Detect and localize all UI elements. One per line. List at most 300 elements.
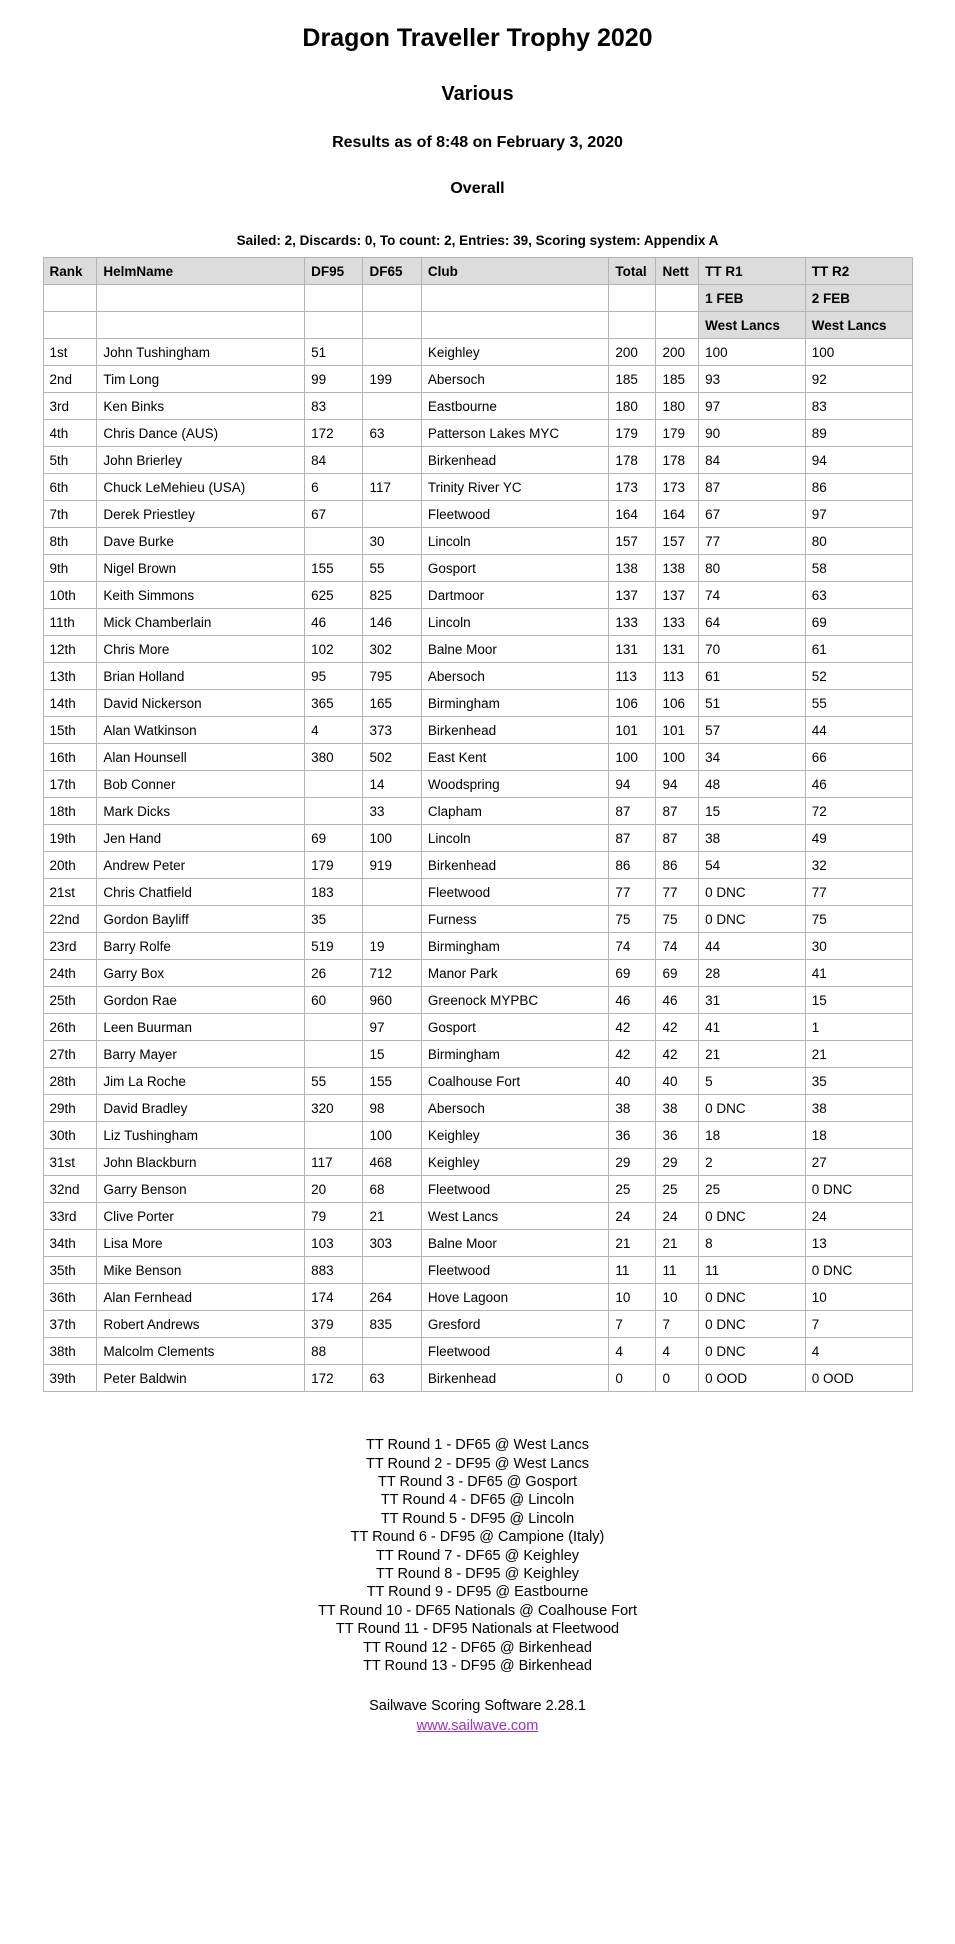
cell-helm: Garry Box	[97, 960, 305, 987]
cell-rank: 36th	[43, 1284, 97, 1311]
cell-total: 87	[609, 825, 656, 852]
cell-r2: 18	[805, 1122, 912, 1149]
cell-rank: 20th	[43, 852, 97, 879]
cell-helm: Barry Mayer	[97, 1041, 305, 1068]
cell-df95: 26	[305, 960, 363, 987]
cell-r1: 5	[699, 1068, 806, 1095]
table-row[interactable]	[43, 1149, 912, 1176]
cell-rank: 10th	[43, 582, 97, 609]
cell-r2: 44	[805, 717, 912, 744]
cell-r1: 67	[699, 501, 806, 528]
table-row[interactable]	[43, 879, 912, 906]
cell-r1: 25	[699, 1176, 806, 1203]
race-venue-row	[43, 312, 912, 339]
spacer-cell	[609, 312, 656, 339]
cell-df95	[305, 1014, 363, 1041]
cell-rank: 6th	[43, 474, 97, 501]
table-row[interactable]	[43, 744, 912, 771]
cell-r1: 51	[699, 690, 806, 717]
table-row[interactable]	[43, 339, 912, 366]
cell-total: 7	[609, 1311, 656, 1338]
cell-df65: 165	[363, 690, 421, 717]
cell-nett: 77	[656, 879, 699, 906]
cell-r1: 0 DNC	[699, 906, 806, 933]
cell-nett: 185	[656, 366, 699, 393]
table-row[interactable]	[43, 1122, 912, 1149]
cell-r1: 2	[699, 1149, 806, 1176]
cell-r1: 44	[699, 933, 806, 960]
cell-nett: 38	[656, 1095, 699, 1122]
table-row[interactable]	[43, 987, 912, 1014]
cell-club: Keighley	[421, 339, 608, 366]
cell-df65: 19	[363, 933, 421, 960]
cell-r2: 27	[805, 1149, 912, 1176]
table-row[interactable]	[43, 1095, 912, 1122]
cell-df95: 88	[305, 1338, 363, 1365]
cell-rank: 39th	[43, 1365, 97, 1392]
column-header-tt-r1[interactable]: TT R1	[699, 258, 806, 285]
cell-club: Furness	[421, 906, 608, 933]
cell-df95	[305, 528, 363, 555]
cell-r2: 89	[805, 420, 912, 447]
cell-r1: 0 OOD	[699, 1365, 806, 1392]
table-row[interactable]	[43, 717, 912, 744]
cell-nett: 87	[656, 825, 699, 852]
cell-club: Birkenhead	[421, 717, 608, 744]
cell-df95: 79	[305, 1203, 363, 1230]
cell-r1: 77	[699, 528, 806, 555]
cell-r2: 38	[805, 1095, 912, 1122]
cell-r2: 80	[805, 528, 912, 555]
cell-df65	[363, 339, 421, 366]
cell-rank: 22nd	[43, 906, 97, 933]
round-note: TT Round 9 - DF95 @ Eastbourne	[366, 1584, 589, 1601]
cell-total: 86	[609, 852, 656, 879]
cell-df65: 795	[363, 663, 421, 690]
cell-nett: 87	[656, 798, 699, 825]
cell-nett: 36	[656, 1122, 699, 1149]
cell-r2: 75	[805, 906, 912, 933]
cell-df65: 712	[363, 960, 421, 987]
cell-rank: 13th	[43, 663, 97, 690]
cell-df65	[363, 879, 421, 906]
table-row[interactable]	[43, 1068, 912, 1095]
cell-df95: 4	[305, 717, 363, 744]
cell-helm: Ken Binks	[97, 393, 305, 420]
cell-df95: 625	[305, 582, 363, 609]
spacer-cell	[656, 285, 699, 312]
table-row[interactable]	[43, 960, 912, 987]
column-header-df65[interactable]: DF65	[363, 258, 421, 285]
cell-helm: Alan Fernhead	[97, 1284, 305, 1311]
table-row[interactable]	[43, 636, 912, 663]
race-date-r2: 2 FEB	[805, 285, 912, 312]
cell-df65: 303	[363, 1230, 421, 1257]
cell-nett: 101	[656, 717, 699, 744]
cell-helm: Gordon Bayliff	[97, 906, 305, 933]
cell-df65: 117	[363, 474, 421, 501]
cell-nett: 42	[656, 1041, 699, 1068]
cell-nett: 94	[656, 771, 699, 798]
race-date-r1: 1 FEB	[699, 285, 806, 312]
round-note: TT Round 2 - DF95 @ West Lancs	[366, 1455, 589, 1472]
cell-nett: 164	[656, 501, 699, 528]
table-row[interactable]	[43, 555, 912, 582]
cell-df65: 264	[363, 1284, 421, 1311]
cell-rank: 12th	[43, 636, 97, 663]
cell-r1: 34	[699, 744, 806, 771]
round-note: TT Round 1 - DF65 @ West Lancs	[366, 1437, 589, 1454]
cell-df95: 174	[305, 1284, 363, 1311]
column-header-club[interactable]: Club	[421, 258, 608, 285]
cell-df65: 302	[363, 636, 421, 663]
spacer-cell	[97, 285, 305, 312]
cell-total: 40	[609, 1068, 656, 1095]
cell-total: 38	[609, 1095, 656, 1122]
cell-club: Fleetwood	[421, 879, 608, 906]
cell-rank: 1st	[43, 339, 97, 366]
cell-helm: Chris More	[97, 636, 305, 663]
cell-df65: 468	[363, 1149, 421, 1176]
cell-helm: Clive Porter	[97, 1203, 305, 1230]
table-row[interactable]	[43, 1257, 912, 1284]
cell-r2: 0 OOD	[805, 1365, 912, 1392]
cell-nett: 100	[656, 744, 699, 771]
cell-nett: 21	[656, 1230, 699, 1257]
cell-helm: John Blackburn	[97, 1149, 305, 1176]
cell-rank: 35th	[43, 1257, 97, 1284]
cell-total: 133	[609, 609, 656, 636]
cell-r1: 31	[699, 987, 806, 1014]
table-row[interactable]	[43, 825, 912, 852]
cell-nett: 4	[656, 1338, 699, 1365]
cell-r2: 10	[805, 1284, 912, 1311]
cell-total: 42	[609, 1014, 656, 1041]
cell-df65: 100	[363, 1122, 421, 1149]
cell-df95: 83	[305, 393, 363, 420]
cell-helm: Alan Watkinson	[97, 717, 305, 744]
cell-df65	[363, 1257, 421, 1284]
cell-df95	[305, 798, 363, 825]
round-note: TT Round 8 - DF95 @ Keighley	[375, 1565, 580, 1582]
cell-df95: 55	[305, 1068, 363, 1095]
cell-df95: 117	[305, 1149, 363, 1176]
cell-total: 10	[609, 1284, 656, 1311]
cell-helm: Dave Burke	[97, 528, 305, 555]
round-schedule-notes	[0, 1436, 955, 1675]
cell-rank: 25th	[43, 987, 97, 1014]
cell-r2: 49	[805, 825, 912, 852]
table-row[interactable]	[43, 933, 912, 960]
round-note: TT Round 7 - DF65 @ Keighley	[375, 1547, 580, 1564]
cell-df95: 883	[305, 1257, 363, 1284]
cell-rank: 21st	[43, 879, 97, 906]
cell-r1: 0 DNC	[699, 879, 806, 906]
cell-club: Abersoch	[421, 663, 608, 690]
cell-club: Gresford	[421, 1311, 608, 1338]
cell-rank: 16th	[43, 744, 97, 771]
cell-club: East Kent	[421, 744, 608, 771]
round-note: TT Round 5 - DF95 @ Lincoln	[380, 1510, 575, 1527]
table-row[interactable]	[43, 1365, 912, 1392]
cell-helm: David Bradley	[97, 1095, 305, 1122]
bottom-spacer	[0, 1737, 955, 1761]
table-row[interactable]	[43, 1176, 912, 1203]
table-row[interactable]	[43, 1203, 912, 1230]
cell-df65: 98	[363, 1095, 421, 1122]
cell-df65: 502	[363, 744, 421, 771]
footer-credit	[0, 1697, 955, 1736]
cell-nett: 157	[656, 528, 699, 555]
cell-r1: 0 DNC	[699, 1311, 806, 1338]
cell-nett: 180	[656, 393, 699, 420]
cell-df95: 84	[305, 447, 363, 474]
table-row[interactable]	[43, 1311, 912, 1338]
cell-nett: 178	[656, 447, 699, 474]
cell-rank: 24th	[43, 960, 97, 987]
cell-r1: 100	[699, 339, 806, 366]
cell-df65: 55	[363, 555, 421, 582]
cell-r2: 86	[805, 474, 912, 501]
cell-total: 179	[609, 420, 656, 447]
cell-club: Lincoln	[421, 825, 608, 852]
cell-df95: 95	[305, 663, 363, 690]
cell-r2: 52	[805, 663, 912, 690]
cell-club: Birmingham	[421, 690, 608, 717]
cell-r2: 46	[805, 771, 912, 798]
cell-df65	[363, 393, 421, 420]
cell-rank: 29th	[43, 1095, 97, 1122]
cell-r2: 7	[805, 1311, 912, 1338]
cell-df95: 35	[305, 906, 363, 933]
cell-r1: 74	[699, 582, 806, 609]
cell-r1: 70	[699, 636, 806, 663]
cell-club: Abersoch	[421, 1095, 608, 1122]
table-row[interactable]	[43, 1041, 912, 1068]
table-row[interactable]	[43, 663, 912, 690]
cell-r1: 48	[699, 771, 806, 798]
spacer-cell	[305, 285, 363, 312]
table-row[interactable]	[43, 771, 912, 798]
cell-rank: 33rd	[43, 1203, 97, 1230]
cell-df95: 67	[305, 501, 363, 528]
column-header-tt-r2[interactable]: TT R2	[805, 258, 912, 285]
cell-club: Fleetwood	[421, 1338, 608, 1365]
cell-total: 178	[609, 447, 656, 474]
cell-nett: 10	[656, 1284, 699, 1311]
cell-df95: 320	[305, 1095, 363, 1122]
spacer-cell	[97, 312, 305, 339]
cell-club: Balne Moor	[421, 636, 608, 663]
spacer-cell	[609, 285, 656, 312]
cell-r1: 11	[699, 1257, 806, 1284]
cell-total: 24	[609, 1203, 656, 1230]
table-row[interactable]	[43, 906, 912, 933]
page-title: Dragon Traveller Trophy 2020	[302, 24, 653, 52]
cell-df95	[305, 1041, 363, 1068]
series-summary: Sailed: 2, Discards: 0, To count: 2, Entries: 39, Scoring system: Appendix A	[236, 233, 719, 249]
cell-helm: Keith Simmons	[97, 582, 305, 609]
cell-rank: 14th	[43, 690, 97, 717]
cell-rank: 27th	[43, 1041, 97, 1068]
table-row[interactable]	[43, 1230, 912, 1257]
cell-nett: 75	[656, 906, 699, 933]
round-note: TT Round 12 - DF65 @ Birkenhead	[363, 1639, 592, 1656]
cell-rank: 37th	[43, 1311, 97, 1338]
table-row[interactable]	[43, 1014, 912, 1041]
cell-rank: 4th	[43, 420, 97, 447]
cell-club: Keighley	[421, 1122, 608, 1149]
table-row[interactable]	[43, 798, 912, 825]
cell-df95: 183	[305, 879, 363, 906]
spacer-cell	[305, 312, 363, 339]
table-row[interactable]	[43, 420, 912, 447]
cell-club: Abersoch	[421, 366, 608, 393]
cell-nett: 46	[656, 987, 699, 1014]
cell-club: Manor Park	[421, 960, 608, 987]
cell-r1: 97	[699, 393, 806, 420]
cell-df65: 199	[363, 366, 421, 393]
table-row[interactable]	[43, 852, 912, 879]
cell-nett: 137	[656, 582, 699, 609]
table-row[interactable]	[43, 501, 912, 528]
results-timestamp: Results as of 8:48 on February 3, 2020	[332, 133, 623, 151]
cell-r2: 66	[805, 744, 912, 771]
cell-r1: 61	[699, 663, 806, 690]
column-header-total[interactable]: Total	[609, 258, 656, 285]
cell-nett: 69	[656, 960, 699, 987]
cell-df65: 97	[363, 1014, 421, 1041]
cell-club: Gosport	[421, 1014, 608, 1041]
cell-r1: 80	[699, 555, 806, 582]
cell-nett: 11	[656, 1257, 699, 1284]
table-row[interactable]	[43, 582, 912, 609]
cell-total: 131	[609, 636, 656, 663]
cell-r1: 0 DNC	[699, 1338, 806, 1365]
table-row[interactable]	[43, 366, 912, 393]
column-header-rank[interactable]: Rank	[43, 258, 97, 285]
table-row[interactable]	[43, 528, 912, 555]
round-note: TT Round 13 - DF95 @ Birkenhead	[363, 1657, 592, 1674]
cell-total: 25	[609, 1176, 656, 1203]
cell-df95: 519	[305, 933, 363, 960]
cell-helm: Andrew Peter	[97, 852, 305, 879]
table-row[interactable]	[43, 474, 912, 501]
column-header-df95[interactable]: DF95	[305, 258, 363, 285]
cell-rank: 18th	[43, 798, 97, 825]
cell-df95: 365	[305, 690, 363, 717]
cell-helm: Jim La Roche	[97, 1068, 305, 1095]
spacer-cell	[43, 312, 97, 339]
table-row[interactable]	[43, 690, 912, 717]
cell-df65: 68	[363, 1176, 421, 1203]
cell-df95: 103	[305, 1230, 363, 1257]
cell-df65: 960	[363, 987, 421, 1014]
cell-nett: 29	[656, 1149, 699, 1176]
cell-df95: 6	[305, 474, 363, 501]
cell-helm: Lisa More	[97, 1230, 305, 1257]
cell-helm: Nigel Brown	[97, 555, 305, 582]
cell-helm: Liz Tushingham	[97, 1122, 305, 1149]
cell-df65: 63	[363, 420, 421, 447]
column-header-helm[interactable]: HelmName	[97, 258, 305, 285]
cell-club: Birkenhead	[421, 447, 608, 474]
column-header-row	[43, 258, 912, 285]
cell-r2: 77	[805, 879, 912, 906]
cell-club: Hove Lagoon	[421, 1284, 608, 1311]
cell-nett: 24	[656, 1203, 699, 1230]
cell-nett: 74	[656, 933, 699, 960]
cell-rank: 34th	[43, 1230, 97, 1257]
cell-club: Coalhouse Fort	[421, 1068, 608, 1095]
cell-r1: 87	[699, 474, 806, 501]
cell-total: 4	[609, 1338, 656, 1365]
cell-nett: 138	[656, 555, 699, 582]
race-venue-r2: West Lancs	[805, 312, 912, 339]
cell-df95: 102	[305, 636, 363, 663]
results-table	[43, 257, 913, 1392]
cell-r1: 18	[699, 1122, 806, 1149]
table-row[interactable]	[43, 609, 912, 636]
sailwave-link[interactable]: www.sailwave.com	[416, 1717, 539, 1734]
cell-r2: 69	[805, 609, 912, 636]
cell-helm: Mick Chamberlain	[97, 609, 305, 636]
cell-r1: 0 DNC	[699, 1203, 806, 1230]
cell-club: Clapham	[421, 798, 608, 825]
cell-rank: 19th	[43, 825, 97, 852]
cell-df65: 155	[363, 1068, 421, 1095]
cell-r2: 100	[805, 339, 912, 366]
cell-club: Dartmoor	[421, 582, 608, 609]
cell-r1: 57	[699, 717, 806, 744]
cell-r2: 30	[805, 933, 912, 960]
cell-rank: 9th	[43, 555, 97, 582]
cell-r1: 0 DNC	[699, 1284, 806, 1311]
cell-df95: 172	[305, 420, 363, 447]
cell-r1: 8	[699, 1230, 806, 1257]
software-version: Sailwave Scoring Software 2.28.1	[369, 1698, 586, 1715]
cell-nett: 200	[656, 339, 699, 366]
cell-df95: 99	[305, 366, 363, 393]
column-header-nett[interactable]: Nett	[656, 258, 699, 285]
table-row[interactable]	[43, 1284, 912, 1311]
cell-helm: Chuck LeMehieu (USA)	[97, 474, 305, 501]
cell-df95: 179	[305, 852, 363, 879]
cell-total: 200	[609, 339, 656, 366]
cell-helm: Barry Rolfe	[97, 933, 305, 960]
cell-df65	[363, 1338, 421, 1365]
cell-helm: Derek Priestley	[97, 501, 305, 528]
cell-club: Birkenhead	[421, 1365, 608, 1392]
cell-total: 100	[609, 744, 656, 771]
table-row[interactable]	[43, 447, 912, 474]
cell-helm: Bob Conner	[97, 771, 305, 798]
cell-helm: Peter Baldwin	[97, 1365, 305, 1392]
table-row[interactable]	[43, 1338, 912, 1365]
cell-helm: Leen Buurman	[97, 1014, 305, 1041]
race-date-row	[43, 285, 912, 312]
cell-df65	[363, 447, 421, 474]
cell-nett: 7	[656, 1311, 699, 1338]
cell-nett: 133	[656, 609, 699, 636]
cell-df95: 20	[305, 1176, 363, 1203]
cell-total: 74	[609, 933, 656, 960]
cell-r1: 28	[699, 960, 806, 987]
cell-club: Birkenhead	[421, 852, 608, 879]
cell-helm: John Tushingham	[97, 339, 305, 366]
round-note: TT Round 3 - DF65 @ Gosport	[378, 1473, 577, 1490]
table-row[interactable]	[43, 393, 912, 420]
